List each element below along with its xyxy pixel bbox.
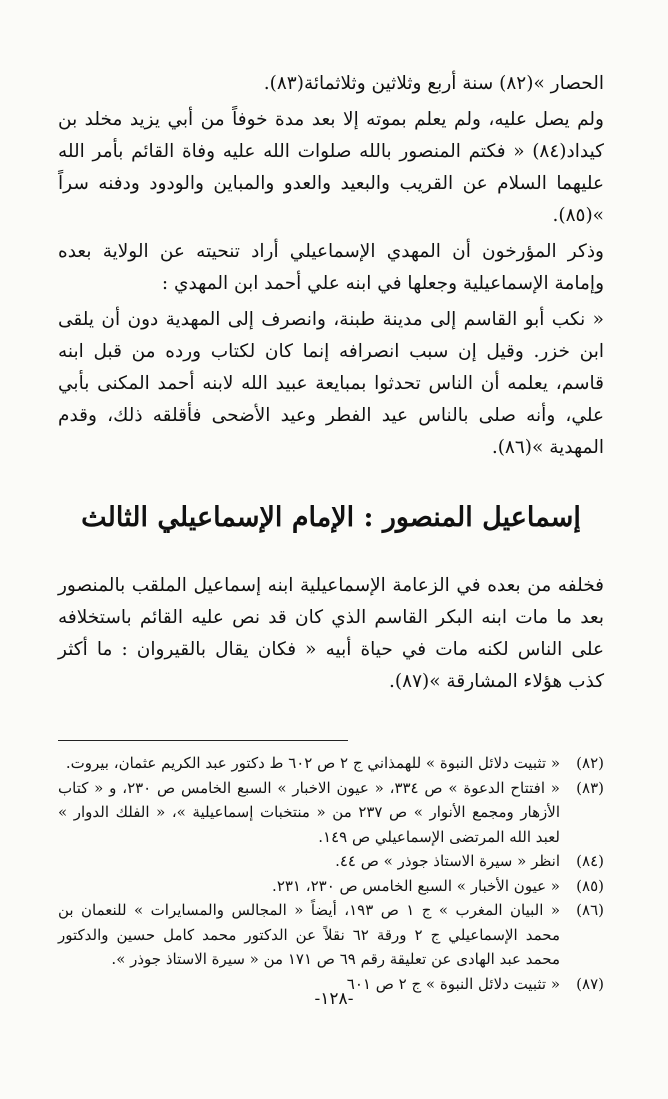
quote-paragraph: « نكب أبو القاسم إلى مدينة طبنة، وانصرف إلى المهدية دون أن يلقى ابن خزر. وقيل إن سبب انصرافه إنما كان لكتاب ورده من قبل ابنه قاسم، يعلمه أن الناس تحدثوا بمبايعة عبيد الله لابنه أحمد المكنى بأبي علي، وأنه صلى بالناس عيد الفطر وعيد الأضحى فأقلقه ذلك، وقدم المهدية »(٨٦). <box>58 309 604 458</box>
footnote-text: انظر « سيرة الاستاذ جوذر » ص ٤٤. <box>335 852 560 870</box>
footnote-number: (٨٥) <box>576 876 604 895</box>
footnote <box>58 776 604 850</box>
body-paragraph: وذكر المؤرخون أن المهدي الإسماعيلي أراد تنحيته عن الولاية بعده وإمامة الإسماعيلية وجعلها في ابنه علي أحمد ابن المهدي : <box>58 241 604 294</box>
footnotes <box>58 751 604 996</box>
footnote-number: (٨٦) <box>576 901 604 919</box>
footnote-text: « افتتاح الدعوة » ص ٣٣٤، « عيون الاخبار » السبع الخامس ص ٢٣٠، و « كتاب الأزهار ومجمع الأنوار » ص ٢٣٧ من « منتخبات إسماعيلية »، « الفلك الدوار » لعبد الله المرتضى الإسماعيلي ص ١٤٩. <box>58 778 561 846</box>
footnote-text: « عيون الأخبار » السبع الخامس ص ٢٣٠، ٢٣١. <box>272 876 560 895</box>
footnote <box>58 898 604 972</box>
body-paragraph: الحصار »(٨٢) سنة أربع وثلاثين وثلاثمائة(٨٣). <box>263 73 604 94</box>
footnote-text: « البيان المغرب » ج ١ ص ١٩٣، أيضاً « المجالس والمسايرات » للنعمان بن محمد الإسماعيلي ج ٢ ورقة ٦٢ نقلاً عن الدكتور محمد كامل حسين والدكتور محمد عبد الهادى عن تعليقة رقم ٦٩ ص ١٧١ من « سيرة الاستاذ جوذر ». <box>58 901 561 968</box>
footnote-divider <box>58 740 348 741</box>
footnote <box>58 751 604 776</box>
section-heading: إسماعيل المنصور : الإمام الإسماعيلي الثالث <box>81 502 581 533</box>
page-number: -١٢٨- <box>314 989 354 1009</box>
footnote-text: « تثبيت دلائل النبوة » ج ٢ ص ٦٠١ <box>346 974 560 993</box>
footnote-number: (٨٣) <box>576 778 604 797</box>
footnote-number: (٨٢) <box>576 754 604 772</box>
footnote <box>58 874 604 899</box>
footnote-text: « تثبيت دلائل النبوة » للهمذاني ج ٢ ص ٦٠٢ ط دكتور عبد الكريم عثمان، بيروت. <box>65 754 560 772</box>
footnote-number: (٨٧) <box>576 974 604 993</box>
body-paragraph: ولم يصل عليه، ولم يعلم بموته إلا بعد مدة خوفاً من أبي يزيد مخلد بن كيداد(٨٤) « فكتم المنصور بالله صلوات الله عليه وفاة القائم بأمر الله عليهما السلام عن القريب والبعيد والعدو والمباين والودود ودفنه سراً »(٨٥). <box>58 109 604 226</box>
footnote <box>58 849 604 874</box>
body-paragraph: فخلفه من بعده في الزعامة الإسماعيلية ابنه إسماعيل الملقب بالمنصور بعد ما مات ابنه البكر القاسم الذي كان قد نص عليه القائم باستخلافه على الناس لكنه مات في حياة أبيه « فكان يقال بالقيروان : ما أكثر كذب هؤلاء المشارقة »(٨٧). <box>58 575 604 692</box>
footnote-number: (٨٤) <box>576 852 604 870</box>
